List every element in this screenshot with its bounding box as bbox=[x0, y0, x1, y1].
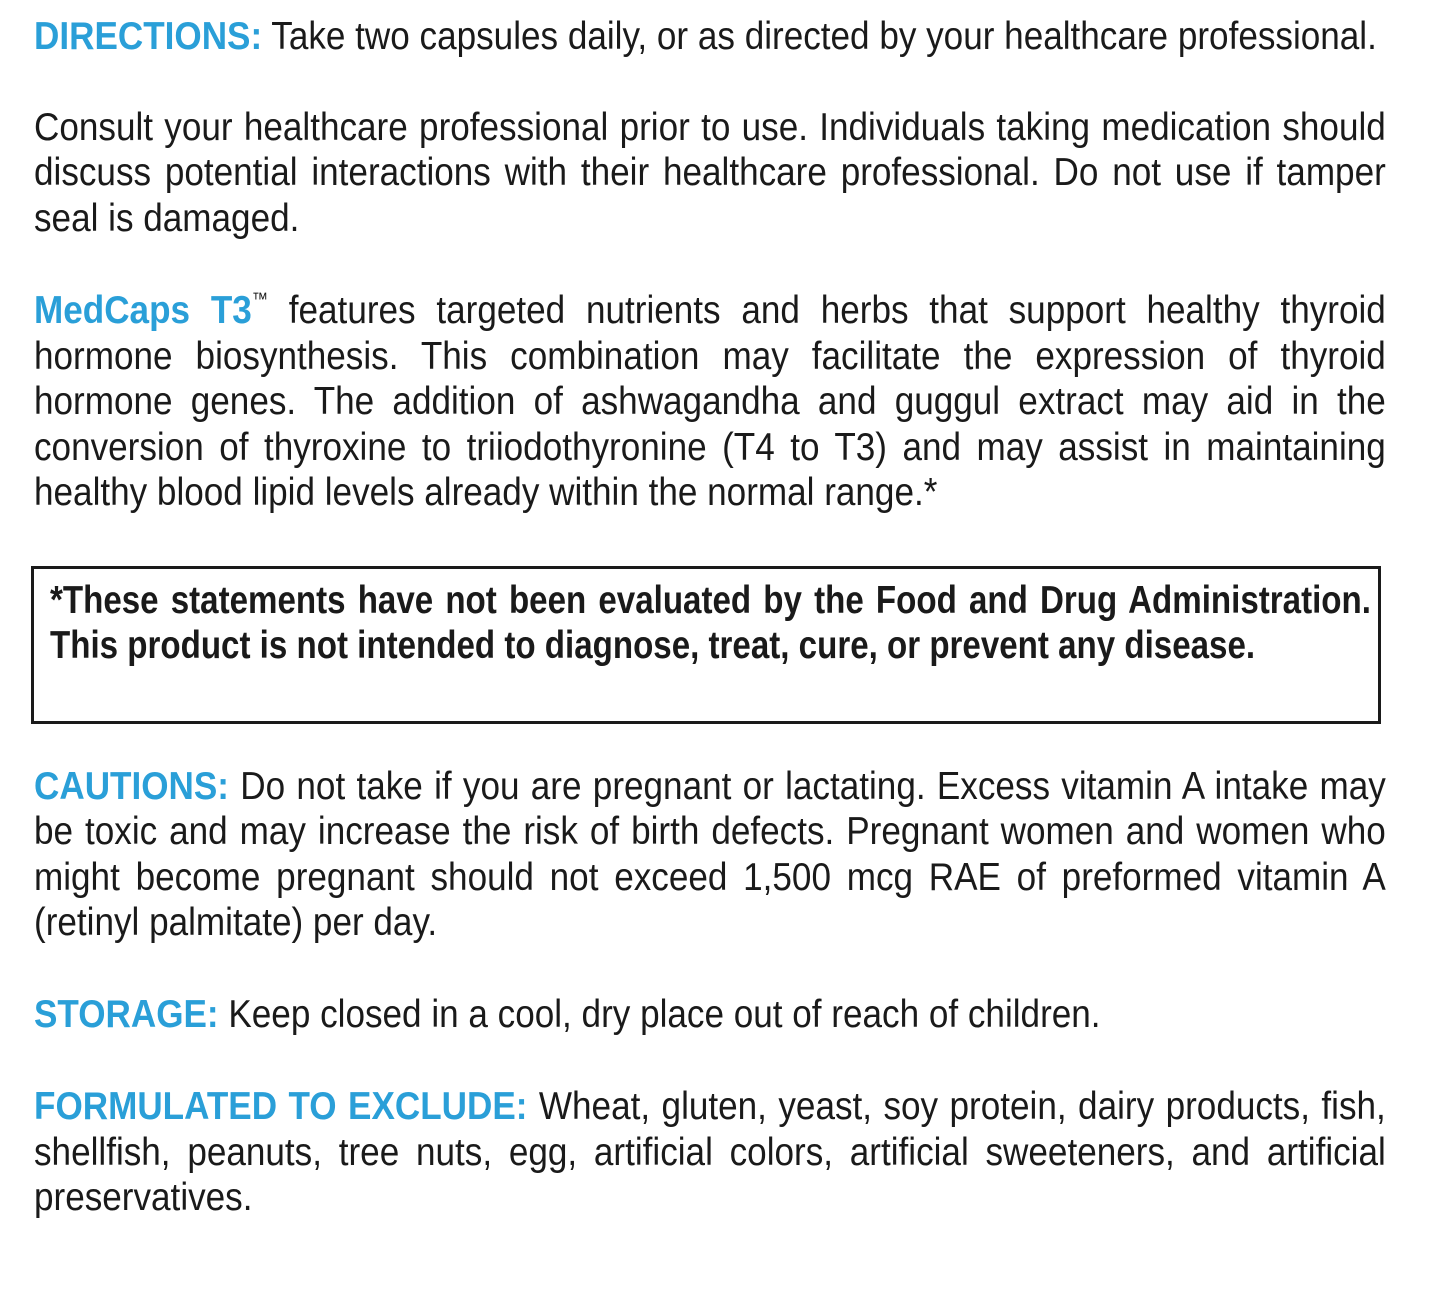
storage-section bbox=[34, 992, 1386, 1038]
cautions-heading: CAUTIONS: bbox=[34, 764, 229, 808]
consult-text: Consult your healthcare professional prior to use. Individuals taking medication should discuss potential interactions with their healthcare professional. Do not use if tamper seal is damaged. bbox=[34, 105, 1386, 240]
exclusions-heading: FORMULATED TO EXCLUDE: bbox=[34, 1085, 528, 1128]
cautions-section bbox=[34, 764, 1386, 946]
directions-text: Take two capsules daily, or as directed by your healthcare professional. bbox=[262, 15, 1377, 58]
storage-heading: STORAGE: bbox=[34, 992, 219, 1036]
directions-section bbox=[34, 14, 1386, 60]
supplement-label-text bbox=[34, 14, 1386, 1221]
product-name: MedCaps T3 bbox=[34, 289, 252, 332]
product-description-text: features targeted nutrients and herbs that support healthy thyroid hormone biosynthesis. This combination may facilitate the expression of thyroid hormone genes. The addition of ashwagandha and guggul extract may aid in the conversion of thyroxine to triiodothyronine (T4 to T3) and may assist in maintaining healthy blood lipid levels already within the normal range.* bbox=[34, 289, 1386, 514]
storage-text: Keep closed in a cool, dry place out of reach of children. bbox=[218, 992, 1101, 1036]
trademark-symbol: ™ bbox=[251, 289, 268, 309]
fda-disclaimer-box bbox=[31, 566, 1381, 724]
directions-heading: DIRECTIONS: bbox=[34, 15, 263, 58]
cautions-text: Do not take if you are pregnant or lactating. Excess vitamin A intake may be toxic and may increase the risk of birth defects. Pregnant women and women who might become pregnant should not exceed 1,500 mcg RAE of preformed vitamin A (retinyl palmitate) per day. bbox=[34, 764, 1386, 944]
exclusions-section bbox=[34, 1084, 1386, 1221]
consult-section bbox=[34, 105, 1386, 242]
fda-disclaimer-text: *These statements have not been evaluated by the Food and Drug Administration. This product is not intended to diagnose, treat, cure, or prevent any disease. bbox=[50, 578, 1371, 667]
product-description-section bbox=[34, 288, 1386, 516]
exclusions-text: Wheat, gluten, yeast, soy protein, dairy products, fish, shellfish, peanuts, tree nuts, egg, artificial colors, artificial sweeteners, and artificial preservatives. bbox=[34, 1085, 1386, 1219]
